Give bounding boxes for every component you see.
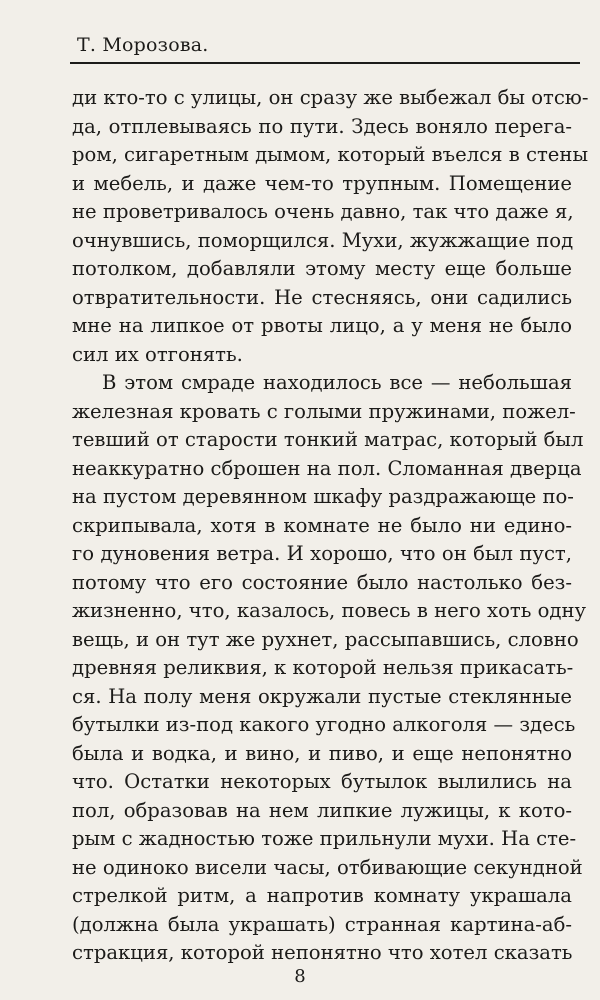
text-line: пол, образовав на нем липкие лужицы, к кото-	[72, 798, 572, 822]
text-line: неаккуратно сброшен на пол. Сломанная дверца	[72, 456, 582, 480]
text-line: тевший от старости тонкий матрас, который был	[72, 428, 584, 451]
text-line-paragraph-start: В этом смраде находилось все — небольшая	[102, 371, 572, 394]
text-line: не проветривалось очень давно, так что даже я,	[72, 200, 574, 223]
text-line-paragraph-end: сил их отгонять.	[72, 342, 243, 366]
text-line: была и водка, и вино, и пиво, и еще непонятно	[72, 741, 572, 765]
text-line: мне на липкое от рвоты лицо, а у меня не было	[72, 314, 572, 337]
text-line: древняя реликвия, к которой нельзя прикасать-	[72, 656, 574, 679]
text-line: ди кто-то с улицы, он сразу же выбежал бы отсю-	[72, 86, 589, 109]
text-line: стракция, которой непонятно что хотел сказать	[72, 941, 573, 964]
text-line: бутылки из-под какого угодно алкоголя — здесь	[72, 713, 576, 736]
text-line: вещь, и он тут же рухнет, рассыпавшись, словно	[72, 627, 579, 651]
text-line: стрелкой ритм, а напротив комнату украшала	[72, 884, 572, 907]
text-line: го дуновения ветра. И хорошо, что он был пуст,	[72, 542, 572, 565]
text-line: на пустом деревянном шкафу раздражающе по-	[72, 485, 574, 508]
text-line: да, отплевываясь по пути. Здесь воняло перега-	[72, 114, 572, 138]
text-line: и мебель, и даже чем-то трупным. Помещение	[72, 171, 572, 195]
text-line: (должна была украшать) странная картина-аб-	[72, 912, 572, 936]
text-line: ром, сигаретным дымом, который въелся в стены	[72, 143, 589, 166]
text-line: не одиноко висели часы, отбивающие секундной	[72, 855, 583, 879]
text-line: отвратительности. Не стесняясь, они садились	[72, 285, 572, 309]
body-text	[72, 84, 589, 968]
text-line: скрипывала, хотя в комнате не было ни едино-	[72, 513, 572, 537]
text-line: что. Остатки некоторых бутылок вылились на	[72, 770, 572, 793]
header-rule	[70, 62, 580, 64]
text-line: очнувшись, поморщился. Мухи, жужжащие под	[72, 228, 574, 252]
running-head-author: Т. Морозова.	[77, 34, 209, 56]
text-line: потолком, добавляли этому месту еще больше	[72, 257, 572, 280]
page-number: 8	[294, 966, 306, 987]
text-line: рым с жадностью тоже прильнули мухи. На сте-	[72, 827, 577, 850]
text-line: железная кровать с голыми пружинами, пожел-	[72, 399, 576, 423]
text-line: потому что его состояние было настолько без-	[72, 570, 572, 594]
text-line: жизненно, что, казалось, повесь в него хоть одну	[72, 599, 587, 622]
text-line: ся. На полу меня окружали пустые стеклянные	[72, 684, 572, 708]
